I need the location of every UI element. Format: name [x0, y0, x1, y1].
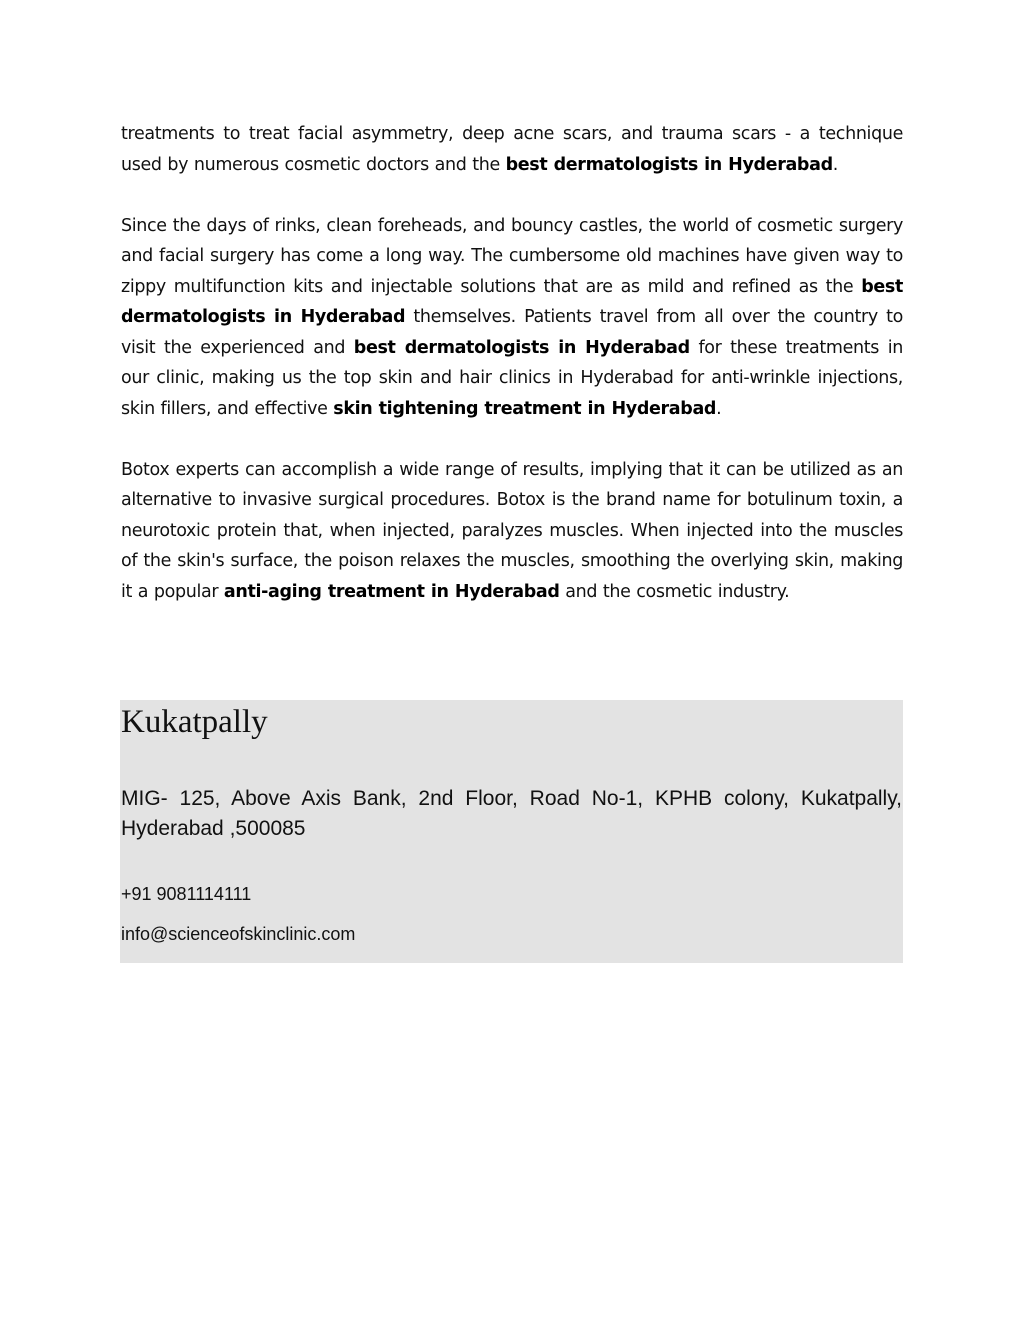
paragraph-2-text-end: . [716, 398, 722, 419]
paragraph-2-text-b: themselves. Patients travel from all over the country to visit the experienced and [121, 307, 903, 358]
paragraph-1-bold-keyword: best dermatologists in Hyderabad [505, 154, 833, 175]
clinic-address: MIG- 125, Above Axis Bank, 2nd Floor, Road No-1, KPHB colony, Kukatpally, Hyderabad ,500085 [121, 787, 902, 840]
paragraph-3 [121, 455, 903, 608]
document-body [121, 119, 903, 638]
paragraph-1 [121, 119, 903, 180]
email-address[interactable]: info@scienceofskinclinic.com [121, 924, 356, 944]
paragraph-2-bold-keyword-b: best dermatologists in Hyderabad [353, 337, 690, 358]
paragraph-2-bold-keyword-c: skin tightening treatment in Hyderabad [333, 398, 717, 419]
paragraph-3-text-a: Botox experts can accomplish a wide range of results, implying that it can be utilized as an alternative to invasive surgical procedures. Botox is the brand name for botulinum toxin, a neurotoxic protein that, when injected, paralyzes muscles. When injected into the muscles of the skin's surface, the poison relaxes the muscles, smoothing the overlying skin, making it a popular [121, 459, 903, 602]
paragraph-2-bold-keyword-a: best dermatologists in Hyderabad [121, 276, 903, 327]
paragraph-3-bold-keyword: anti-aging treatment in Hyderabad [223, 581, 560, 602]
paragraph-2 [121, 211, 903, 425]
contact-box [120, 700, 903, 963]
paragraph-2-text-a: Since the days of rinks, clean foreheads, and bouncy castles, the world of cosmetic surgery and facial surgery has come a long way. The cumbersome old machines have given way to zippy multifunction kits and injectable solutions that are as mild and refined as the [121, 215, 903, 297]
paragraph-2-text-c: for these treatments in our clinic, making us the top skin and hair clinics in Hyderabad for anti-wrinkle injections, skin fillers, and effective [121, 337, 903, 419]
paragraph-3-text-end: and the cosmetic industry. [559, 581, 790, 602]
paragraph-1-text: treatments to treat facial asymmetry, deep acne scars, and trauma scars - a technique used by numerous cosmetic doctors and the [121, 124, 903, 175]
location-title: Kukatpally [121, 704, 268, 740]
phone-number[interactable]: +91 9081114111 [121, 884, 252, 904]
paragraph-1-text-end: . [832, 154, 838, 175]
